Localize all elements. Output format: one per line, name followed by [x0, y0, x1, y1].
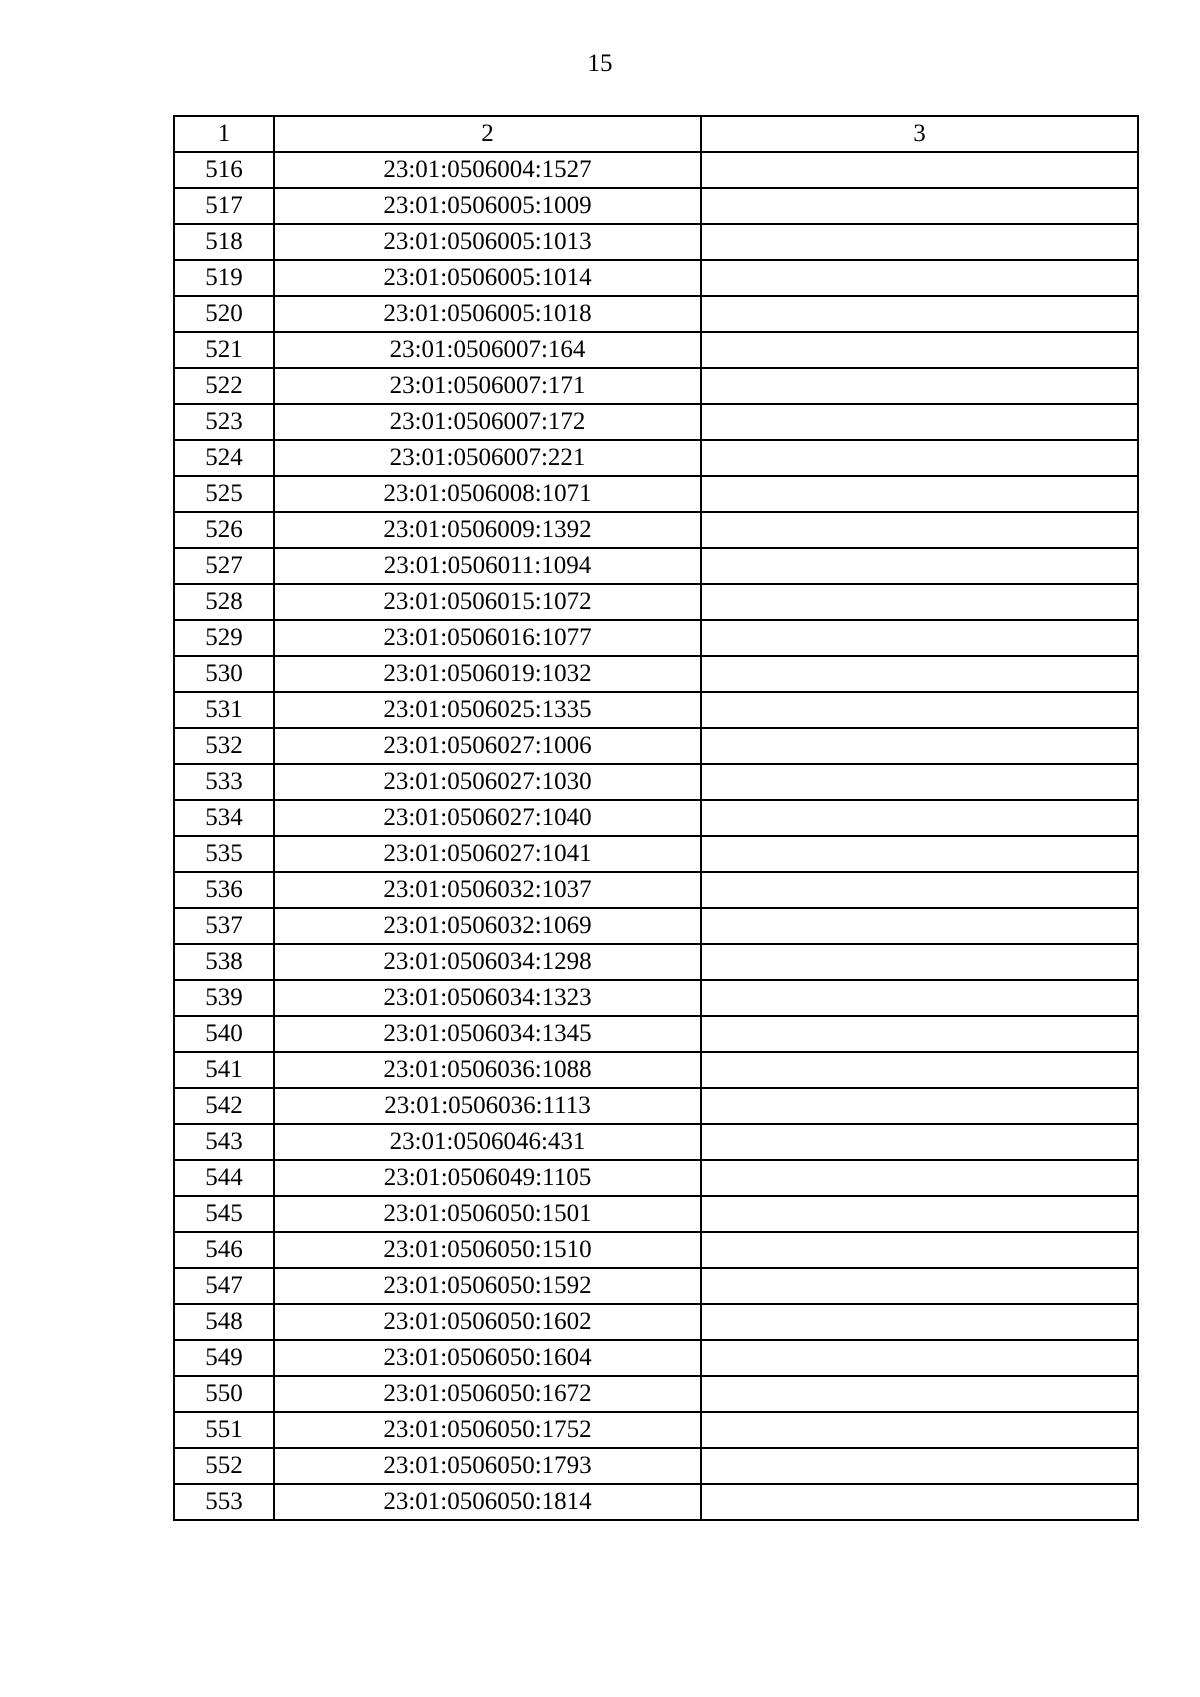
table-row — [174, 224, 1138, 260]
row-number-cell: 535 — [174, 836, 274, 872]
cadastral-number-cell: 23:01:0506050:1752 — [274, 1412, 701, 1448]
table-row — [174, 1232, 1138, 1268]
notes-cell — [701, 1448, 1138, 1484]
notes-cell — [701, 944, 1138, 980]
table-row — [174, 872, 1138, 908]
table-row — [174, 1052, 1138, 1088]
notes-cell — [701, 548, 1138, 584]
row-number-cell: 551 — [174, 1412, 274, 1448]
cadastral-number-cell: 23:01:0506009:1392 — [274, 512, 701, 548]
table-row — [174, 152, 1138, 188]
cadastral-number-cell: 23:01:0506050:1510 — [274, 1232, 701, 1268]
row-number-cell: 525 — [174, 476, 274, 512]
notes-cell — [701, 512, 1138, 548]
cadastral-number-cell: 23:01:0506036:1113 — [274, 1088, 701, 1124]
row-number-cell: 543 — [174, 1124, 274, 1160]
row-number-cell: 531 — [174, 692, 274, 728]
row-number-cell: 545 — [174, 1196, 274, 1232]
table-row — [174, 1124, 1138, 1160]
row-number-cell: 519 — [174, 260, 274, 296]
notes-cell — [701, 188, 1138, 224]
notes-cell — [701, 260, 1138, 296]
notes-cell — [701, 404, 1138, 440]
cadastral-number-cell: 23:01:0506050:1793 — [274, 1448, 701, 1484]
table-row — [174, 1160, 1138, 1196]
row-number-cell: 518 — [174, 224, 274, 260]
cadastral-number-cell: 23:01:0506050:1814 — [274, 1484, 701, 1520]
notes-cell — [701, 692, 1138, 728]
row-number-cell: 530 — [174, 656, 274, 692]
cadastral-number-cell: 23:01:0506005:1009 — [274, 188, 701, 224]
row-number-cell: 526 — [174, 512, 274, 548]
notes-cell — [701, 656, 1138, 692]
notes-cell — [701, 620, 1138, 656]
table-row — [174, 836, 1138, 872]
column-header-3: 3 — [701, 116, 1138, 152]
row-number-cell: 540 — [174, 1016, 274, 1052]
row-number-cell: 522 — [174, 368, 274, 404]
page-number: 15 — [587, 50, 613, 77]
table-row — [174, 1196, 1138, 1232]
cadastral-number-cell: 23:01:0506050:1602 — [274, 1304, 701, 1340]
table-row — [174, 1484, 1138, 1520]
cadastral-number-cell: 23:01:0506004:1527 — [274, 152, 701, 188]
row-number-cell: 542 — [174, 1088, 274, 1124]
notes-cell — [701, 152, 1138, 188]
notes-cell — [701, 1016, 1138, 1052]
row-number-cell: 529 — [174, 620, 274, 656]
row-number-cell: 527 — [174, 548, 274, 584]
cadastral-number-cell: 23:01:0506050:1604 — [274, 1340, 701, 1376]
notes-cell — [701, 1160, 1138, 1196]
row-number-cell: 517 — [174, 188, 274, 224]
cadastral-number-cell: 23:01:0506007:164 — [274, 332, 701, 368]
cadastral-number-cell: 23:01:0506034:1345 — [274, 1016, 701, 1052]
cadastral-number-cell: 23:01:0506008:1071 — [274, 476, 701, 512]
notes-cell — [701, 800, 1138, 836]
cadastral-number-cell: 23:01:0506036:1088 — [274, 1052, 701, 1088]
notes-cell — [701, 1268, 1138, 1304]
table-row — [174, 764, 1138, 800]
table-row — [174, 728, 1138, 764]
cadastral-number-cell: 23:01:0506050:1501 — [274, 1196, 701, 1232]
cadastral-number-cell: 23:01:0506005:1014 — [274, 260, 701, 296]
notes-cell — [701, 440, 1138, 476]
notes-cell — [701, 1196, 1138, 1232]
row-number-cell: 521 — [174, 332, 274, 368]
table-row — [174, 908, 1138, 944]
cadastral-number-cell: 23:01:0506005:1018 — [274, 296, 701, 332]
cadastral-number-cell: 23:01:0506049:1105 — [274, 1160, 701, 1196]
row-number-cell: 548 — [174, 1304, 274, 1340]
notes-cell — [701, 728, 1138, 764]
table-row — [174, 980, 1138, 1016]
table-row — [174, 692, 1138, 728]
cadastral-number-cell: 23:01:0506025:1335 — [274, 692, 701, 728]
table-row — [174, 296, 1138, 332]
row-number-cell: 541 — [174, 1052, 274, 1088]
row-number-cell: 536 — [174, 872, 274, 908]
cadastral-number-cell: 23:01:0506019:1032 — [274, 656, 701, 692]
cadastral-number-cell: 23:01:0506050:1672 — [274, 1376, 701, 1412]
cadastral-number-cell: 23:01:0506027:1041 — [274, 836, 701, 872]
row-number-cell: 547 — [174, 1268, 274, 1304]
table-row — [174, 1376, 1138, 1412]
row-number-cell: 532 — [174, 728, 274, 764]
cadastral-number-cell: 23:01:0506016:1077 — [274, 620, 701, 656]
notes-cell — [701, 368, 1138, 404]
notes-cell — [701, 1412, 1138, 1448]
table-row — [174, 1304, 1138, 1340]
row-number-cell: 539 — [174, 980, 274, 1016]
row-number-cell: 524 — [174, 440, 274, 476]
notes-cell — [701, 332, 1138, 368]
row-number-cell: 538 — [174, 944, 274, 980]
notes-cell — [701, 296, 1138, 332]
table-row — [174, 944, 1138, 980]
notes-cell — [701, 1124, 1138, 1160]
row-number-cell: 550 — [174, 1376, 274, 1412]
table-row — [174, 656, 1138, 692]
table-row — [174, 332, 1138, 368]
table-row — [174, 1340, 1138, 1376]
cadastral-number-cell: 23:01:0506027:1040 — [274, 800, 701, 836]
table-row — [174, 1448, 1138, 1484]
row-number-cell: 549 — [174, 1340, 274, 1376]
cadastral-number-cell: 23:01:0506032:1069 — [274, 908, 701, 944]
notes-cell — [701, 1304, 1138, 1340]
cadastral-number-cell: 23:01:0506034:1298 — [274, 944, 701, 980]
notes-cell — [701, 908, 1138, 944]
notes-cell — [701, 1052, 1138, 1088]
notes-cell — [701, 224, 1138, 260]
table-row — [174, 512, 1138, 548]
table-row — [174, 368, 1138, 404]
notes-cell — [701, 476, 1138, 512]
row-number-cell: 528 — [174, 584, 274, 620]
cadastral-number-cell: 23:01:0506027:1006 — [274, 728, 701, 764]
table-row — [174, 1088, 1138, 1124]
notes-cell — [701, 836, 1138, 872]
cadastral-number-cell: 23:01:0506011:1094 — [274, 548, 701, 584]
cadastral-number-cell: 23:01:0506046:431 — [274, 1124, 701, 1160]
cadastral-number-cell: 23:01:0506034:1323 — [274, 980, 701, 1016]
table-row — [174, 476, 1138, 512]
row-number-cell: 534 — [174, 800, 274, 836]
table-header-row — [174, 116, 1138, 152]
table-row — [174, 584, 1138, 620]
table-row — [174, 188, 1138, 224]
row-number-cell: 533 — [174, 764, 274, 800]
notes-cell — [701, 1088, 1138, 1124]
row-number-cell: 553 — [174, 1484, 274, 1520]
notes-cell — [701, 764, 1138, 800]
cadastral-number-cell: 23:01:0506007:221 — [274, 440, 701, 476]
row-number-cell: 523 — [174, 404, 274, 440]
cadastral-number-cell: 23:01:0506005:1013 — [274, 224, 701, 260]
column-header-1: 1 — [174, 116, 274, 152]
row-number-cell: 552 — [174, 1448, 274, 1484]
table-row — [174, 404, 1138, 440]
cadastral-table — [173, 115, 1139, 1521]
row-number-cell: 516 — [174, 152, 274, 188]
row-number-cell: 537 — [174, 908, 274, 944]
table-row — [174, 260, 1138, 296]
cadastral-number-cell: 23:01:0506015:1072 — [274, 584, 701, 620]
cadastral-number-cell: 23:01:0506007:171 — [274, 368, 701, 404]
notes-cell — [701, 584, 1138, 620]
notes-cell — [701, 1484, 1138, 1520]
table-body — [174, 116, 1138, 1520]
cadastral-number-cell: 23:01:0506027:1030 — [274, 764, 701, 800]
table-row — [174, 1268, 1138, 1304]
row-number-cell: 520 — [174, 296, 274, 332]
table-row — [174, 1412, 1138, 1448]
column-header-2: 2 — [274, 116, 701, 152]
row-number-cell: 546 — [174, 1232, 274, 1268]
table-row — [174, 620, 1138, 656]
notes-cell — [701, 980, 1138, 1016]
table-row — [174, 1016, 1138, 1052]
row-number-cell: 544 — [174, 1160, 274, 1196]
notes-cell — [701, 1340, 1138, 1376]
cadastral-number-cell: 23:01:0506050:1592 — [274, 1268, 701, 1304]
cadastral-number-cell: 23:01:0506007:172 — [274, 404, 701, 440]
table-row — [174, 800, 1138, 836]
table-row — [174, 440, 1138, 476]
notes-cell — [701, 1232, 1138, 1268]
notes-cell — [701, 1376, 1138, 1412]
cadastral-number-cell: 23:01:0506032:1037 — [274, 872, 701, 908]
notes-cell — [701, 872, 1138, 908]
table-row — [174, 548, 1138, 584]
